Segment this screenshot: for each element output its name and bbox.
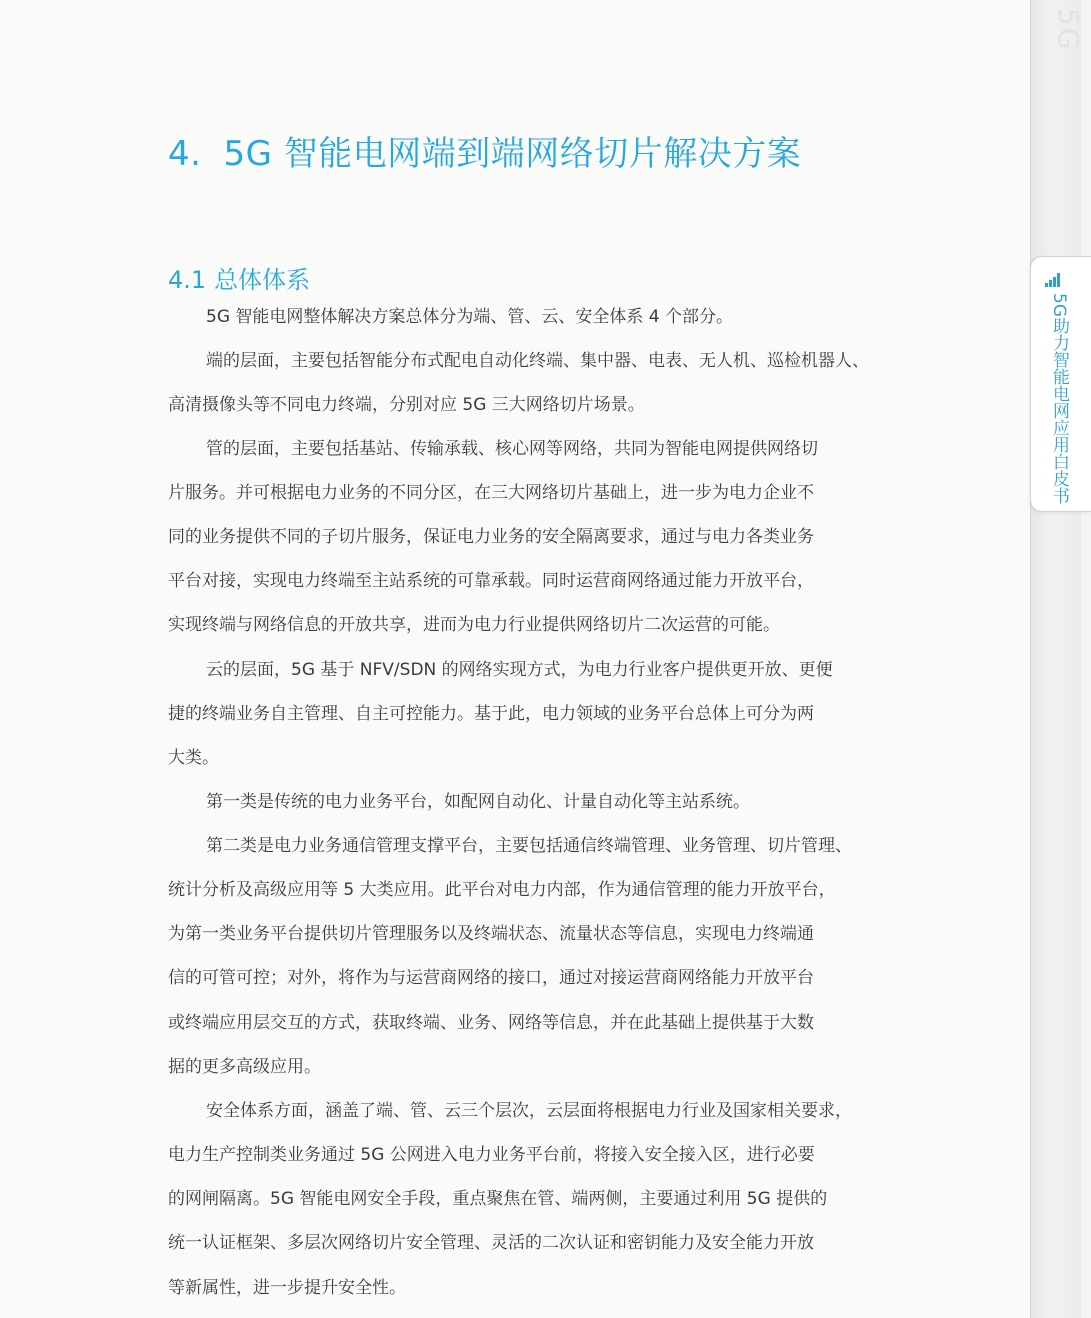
body-line: 平台对接，实现电力终端至主站系统的可靠承载。同时运营商网络通过能力开放平台， (168, 571, 814, 591)
section-heading (168, 260, 310, 295)
body-line: 5G 智能电网整体解决方案总体分为端、管、云、安全体系 4 个部分。 (206, 307, 734, 327)
chapter-title: 5G 智能电网端到端网络切片解决方案 (223, 134, 802, 174)
body-line: 电力生产控制类业务通过 5G 公网进入电力业务平台前，将接入安全接入区，进行必要 (168, 1145, 815, 1165)
body-line: 统一认证框架、多层次网络切片安全管理、灵活的二次认证和密钥能力及安全能力开放 (168, 1233, 814, 1253)
body-line: 管的层面，主要包括基站、传输承载、核心网等网络，共同为智能电网提供网络切 (206, 439, 818, 459)
body-line: 第一类是传统的电力业务平台，如配网自动化、计量自动化等主站系统。 (206, 792, 750, 812)
side-tab-label: 5G助力智能电网应用白皮书 (1049, 293, 1069, 504)
page-edge (1030, 0, 1085, 1318)
chapter-number: 4. (168, 134, 202, 174)
body-line: 为第一类业务平台提供切片管理服务以及终端状态、流量状态等信息，实现电力终端通 (168, 924, 814, 944)
body-line: 端的层面，主要包括智能分布式配电自动化终端、集中器、电表、无人机、巡检机器人、 (206, 351, 869, 371)
body-line: 捷的终端业务自主管理、自主可控能力。基于此，电力领域的业务平台总体上可分为两 (168, 704, 814, 724)
signal-bars-icon (1045, 273, 1061, 287)
body-line: 据的更多高级应用。 (168, 1057, 321, 1077)
body-line: 第二类是电力业务通信管理支撑平台，主要包括通信终端管理、业务管理、切片管理、 (206, 836, 852, 856)
body-line: 等新属性，进一步提升安全性。 (168, 1278, 406, 1298)
body-line: 实现终端与网络信息的开放共享，进而为电力行业提供网络切片二次运营的可能。 (168, 615, 780, 635)
body-line: 片服务。并可根据电力业务的不同分区，在三大网络切片基础上，进一步为电力企业不 (168, 483, 814, 503)
side-tab (1030, 256, 1091, 512)
body-line: 高清摄像头等不同电力终端，分别对应 5G 三大网络切片场景。 (168, 395, 645, 415)
body-line: 或终端应用层交互的方式，获取终端、业务、网络等信息，并在此基础上提供基于大数 (168, 1013, 814, 1033)
body-line: 统计分析及高级应用等 5 大类应用。此平台对电力内部，作为通信管理的能力开放平台， (168, 880, 836, 900)
section-number: 4.1 (168, 266, 207, 294)
body-line: 云的层面，5G 基于 NFV/SDN 的网络实现方式，为电力行业客户提供更开放、更便 (206, 660, 833, 680)
corner-watermark: 5G (1052, 8, 1085, 52)
section-title: 总体体系 (214, 266, 311, 294)
body-line: 信的可管可控；对外，将作为与运营商网络的接口，通过对接运营商网络能力开放平台 (168, 968, 814, 988)
chapter-heading (168, 126, 801, 175)
body-line: 大类。 (168, 748, 219, 768)
body-line: 同的业务提供不同的子切片服务，保证电力业务的安全隔离要求，通过与电力各类业务 (168, 527, 814, 547)
body-line: 的网闸隔离。5G 智能电网安全手段，重点聚焦在管、端两侧，主要通过利用 5G 提供的 (168, 1189, 828, 1209)
body-line: 安全体系方面，涵盖了端、管、云三个层次，云层面将根据电力行业及国家相关要求， (206, 1101, 852, 1121)
